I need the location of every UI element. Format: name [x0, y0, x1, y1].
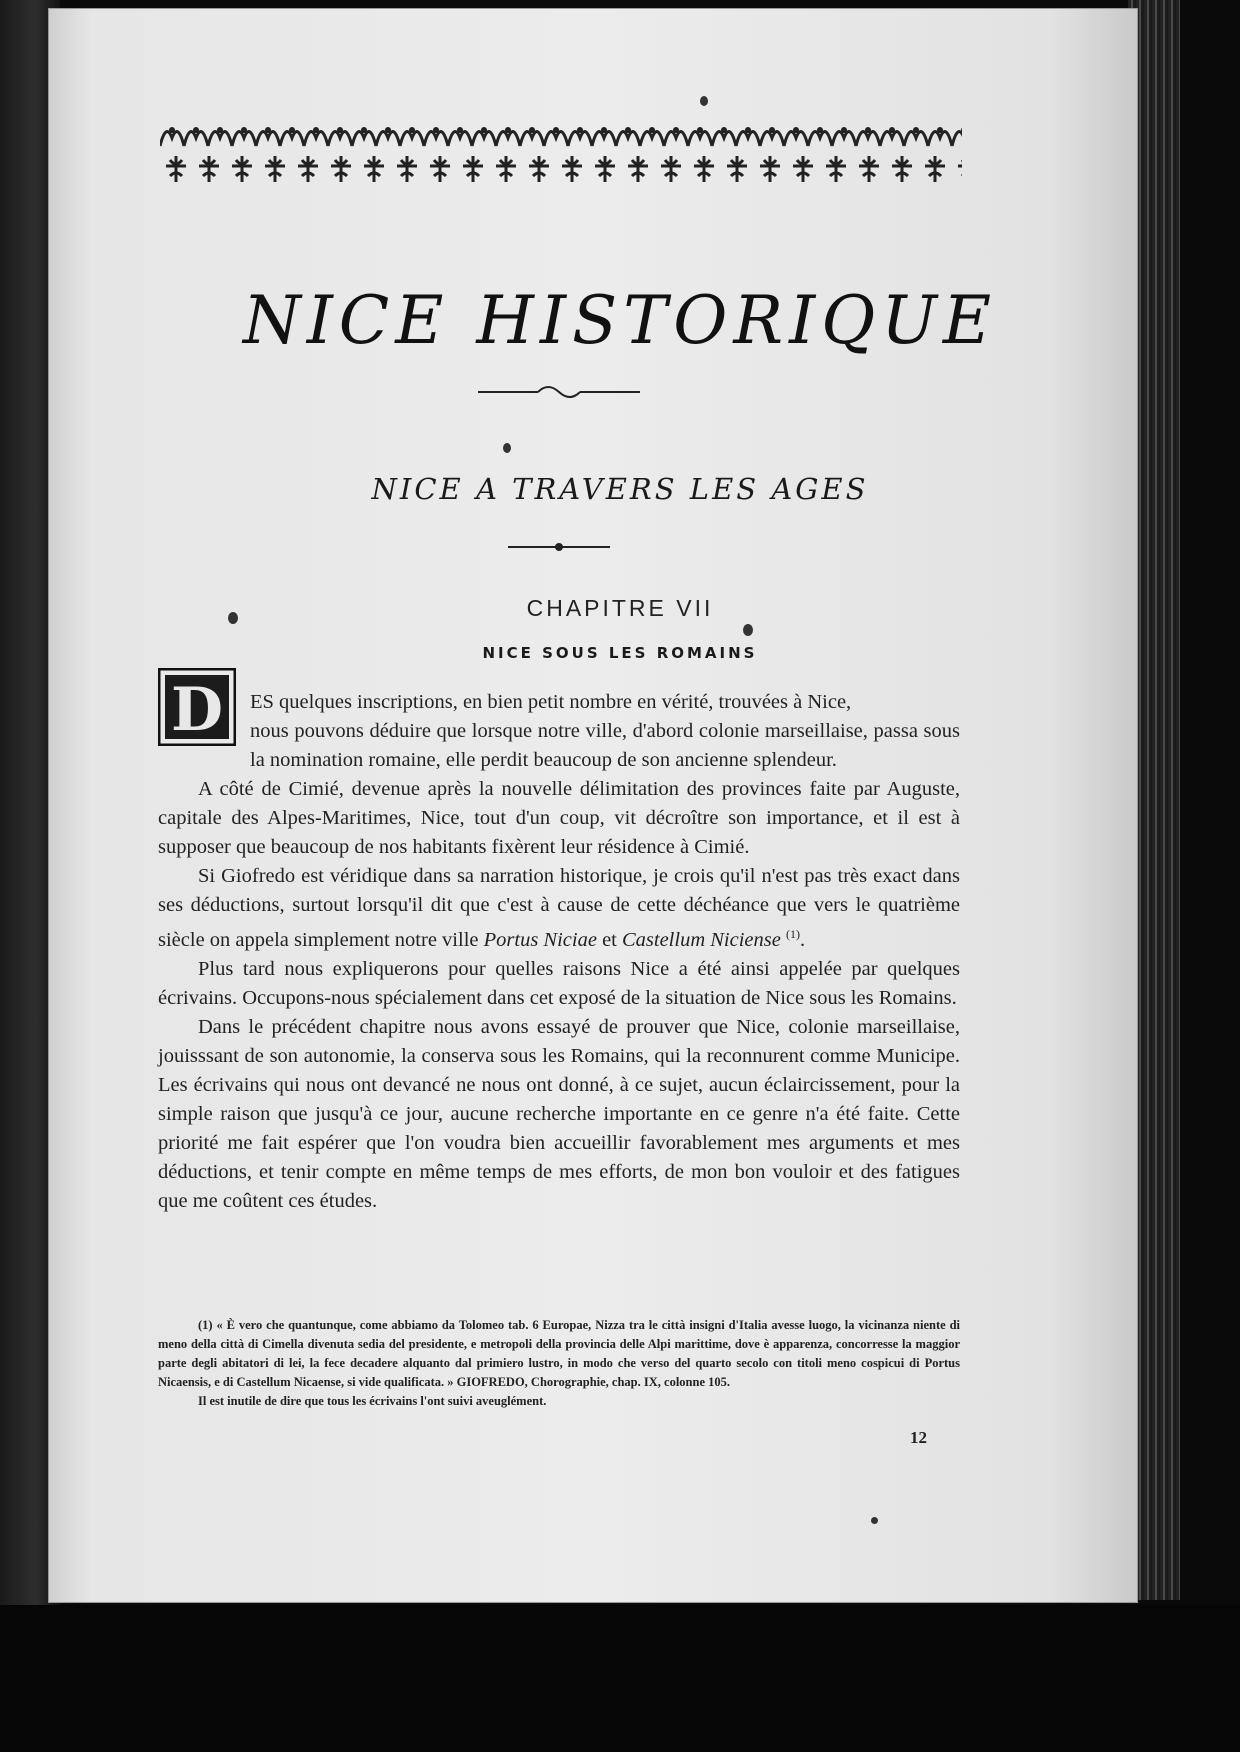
paragraph-3 [158, 862, 960, 955]
ink-speck [700, 96, 708, 106]
ink-speck [503, 443, 511, 453]
ornamental-header-band [160, 118, 962, 194]
latin-term-castellum: Castellum Niciense [621, 928, 781, 951]
footnotes [158, 1316, 960, 1411]
paragraph-3-end: . [799, 928, 806, 951]
paragraph-3-mid: et [596, 928, 622, 951]
chapter-number: CHAPITRE VII [526, 595, 714, 621]
ink-speck [743, 624, 753, 636]
ink-speck [871, 1517, 878, 1524]
section-subtitle: NICE A TRAVERS LES AGES [371, 472, 869, 506]
footnote-ref: (1) [785, 927, 800, 941]
latin-term-portus: Portus Niciae [483, 928, 597, 951]
paragraph-4: Plus tard nous expliquerons pour quelles raisons Nice a été ainsi appelée par quelques écrivains. Occupons-nous spécialement dans cet exposé de la situation de Nice sous les Romains. [158, 957, 960, 1009]
chapter-title: NICE SOUS LES ROMAINS [482, 644, 758, 662]
paragraph-3-start: Si Giofredo est véridique dans sa narration historique, je crois qu'il n'est pas très exact dans ses déductions, surtout lorsqu'il dit que c'est à cause de cette déchéance que vers le quatrième siècle on appela simplement notre ville [158, 865, 960, 951]
page-title: NICE HISTORIQUE [242, 282, 998, 359]
title-divider-ornament [478, 382, 640, 402]
paragraph-2: A côté de Cimié, devenue après la nouvelle délimitation des provinces faite par Auguste, capitale des Alpes-Maritimes, Nice, tout d'un coup, vit décroître son importance, et il est à supposer que beaucoup de nos habitants fixèrent leur résidence à Cimié. [158, 778, 960, 858]
ink-speck [228, 612, 238, 624]
paragraph-1b-line [158, 717, 960, 775]
subtitle-divider-ornament [508, 540, 610, 554]
page-number: 12 [910, 1428, 927, 1447]
paragraph-1a: ES quelques inscriptions, en bien petit nombre en vérité, trouvées à Nice, [250, 691, 852, 713]
dropcap-letter: D [170, 675, 224, 745]
footnote-2: Il est inutile de dire que tous les écrivains l'ont suivi aveuglément. [198, 1394, 547, 1408]
body-text [158, 688, 960, 1216]
paragraph-5: Dans le précédent chapitre nous avons essayé de prouver que Nice, colonie marseillaise, jouisssant de son autonomie, la conserva sous les Romains, qui la reconnurent comme Municipe. Les écrivains qui nous ont devancé ne nous ont donné, à ce sujet, aucun éclaircissement, pour la simple raison que jusqu'à ce jour, aucune recherche importante en ce genre n'a été faite. Cette priorité me fait espérer que l'on voudra bien accueillir favorablement mes arguments et mes déductions, et tenir compte en même temps de mes efforts, de mon bon vouloir et des fatigues que me coûtent ces études. [158, 1015, 960, 1212]
footnote-1: (1) « È vero che quantunque, come abbiamo da Tolomeo tab. 6 Europae, Nizza tra le città insigni d'Italia avesse luogo, la vicinanza niente di meno della città di Cimella divenuta sedia del presidente, e metropoli della provincia delle Alpi marittime, dove è apparenza, concorresse la maggior parte degli abitatori di lei, la fece decadere alquanto dal primiero lustro, in modo che verso del quarto secolo con titoli meno cospicui di Portus Nicaensis, e di Castellum Nicaense, si vide qualificata. » GIOFREDO, Chorographie, chap. IX, colonne 105. [158, 1318, 960, 1389]
paragraph-1b: nous pouvons déduire que lorsque notre ville, d'abord colonie marseillaise, passa sous la nomination romaine, elle perdit beaucoup de son ancienne splendeur. [250, 720, 960, 771]
scan-bottom-border [0, 1605, 1240, 1752]
